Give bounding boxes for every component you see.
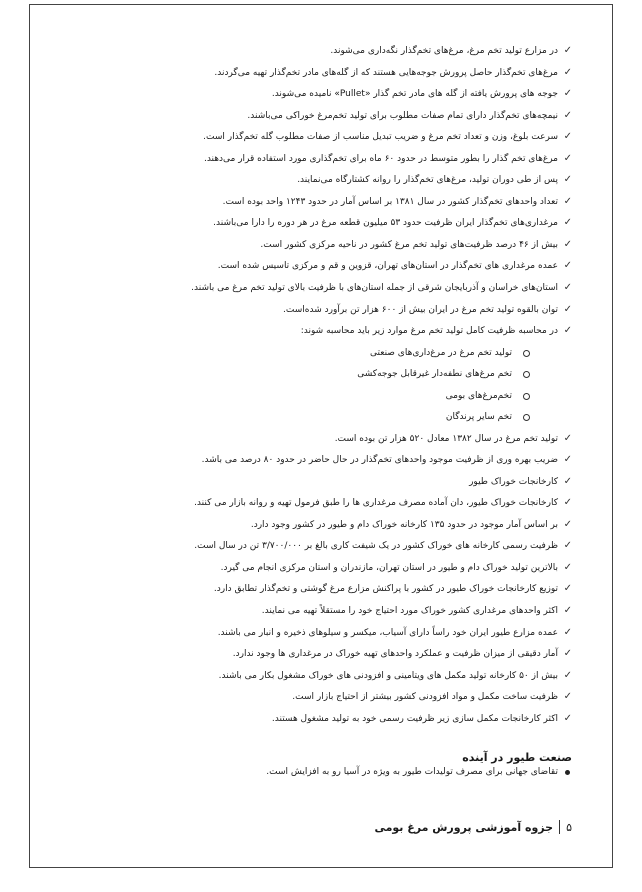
section-heading: صنعت طیور در آینده [462,751,572,765]
checkmark-icon: ✓ [563,648,572,660]
sub-list [55,348,572,434]
sub-list-item: تخم مرغ‌های نطفه‌دار غیرقابل جوجه‌کشی [55,369,572,391]
list-item: ✓ بر اساس آمار موجود در حدود ۱۳۵ کارخانه خوراک دام و طیور در کشور وجود دارد. [250,518,572,530]
circle-bullet-icon [523,393,530,400]
checkmark-icon: ✓ [563,88,572,100]
checkmark-icon: ✓ [563,174,572,186]
list-item: ✓ ظرفیت ساخت مکمل و مواد افزودنی کشور بیشتر از احتیاج بازار است. [292,691,572,703]
checkmark-icon: ✓ [563,497,572,509]
checkmark-icon: ✓ [563,454,572,466]
list-item: ✓ اکثر کارخانجات مکمل سازی زیر ظرفیت رسمی خود به تولید مشغول هستند. [271,712,572,724]
checkmark-icon: ✓ [563,66,572,78]
list-item: ✓ کارخانجات خوراک طیور، دان آماده مصرف مرغداری ها را طبق فرمول تهیه و روانه بازار می کنند. [194,497,572,509]
checkmark-icon: ✓ [563,45,572,56]
checkmark-icon: ✓ [563,518,572,530]
checkmark-icon: ✓ [563,561,572,573]
page-number: ۵ [566,820,572,834]
page-footer [374,820,572,834]
list-item: ✓ تعداد واحدهای تخم‌گذار کشور در سال ۱۳۸۱ بر اساس آمار در حدود ۱۲۴۳ واحد بوده است. [222,195,572,207]
list-item: ✓ عمده مرغداری های تخم‌گذار در استان‌های تهران، قزوین و قم و مرکزی تاسیس شده است. [217,260,572,272]
checkmark-icon: ✓ [563,260,572,272]
checkmark-icon: ✓ [563,475,572,487]
checkmark-icon: ✓ [563,626,572,638]
list-item: ✓ بیش از ۴۶ درصد ظرفیت‌های تولید تخم مرغ کشور در ناحیه مرکزی کشور است. [260,238,572,250]
circle-bullet-icon [523,414,530,421]
checklist-b [55,434,572,736]
list-item: ✓ اکثر واحدهای مرغداری کشور خوراک مورد احتیاج خود را مستقلاً تهیه می نمایند. [261,605,572,617]
list-item: ✓ پس از طی دوران تولید، مرغ‌های تخم‌گذار را روانه کشتارگاه می‌نمایند. [297,174,572,186]
checkmark-icon: ✓ [563,131,572,143]
list-item: ✓ آمار دقیقی از میزان ظرفیت و عملکرد واحدهای تهیه خوراک در مرغداری ها وجود ندارد. [232,648,572,660]
list-item: تقاضای جهانی برای مصرف تولیدات طیور به ویژه در آسیا رو به افزایش است. [55,767,572,787]
footer-divider [559,820,560,834]
list-item: ✓ ضریب بهره وری از ظرفیت موجود واحدهای تخم‌گذار در حال حاضر در حدود ۸۰ درصد می باشد. [201,454,572,466]
checklist-a [55,46,572,348]
checkmark-icon: ✓ [563,583,572,595]
dot-bullet-icon [565,770,570,775]
list-item: ✓ تولید تخم مرغ در سال ۱۳۸۲ معادل ۵۲۰ هزار تن بوده است. [334,432,572,444]
checkmark-icon: ✓ [563,303,572,315]
list-item: ✓ بیش از ۵۰ کارخانه تولید مکمل های ویتامینی و افزودنی های خوراک مشغول بکار می باشند. [218,669,572,681]
list-item: ✓ عمده مزارع طیور ایران خود راساً دارای آسیاب، میکسر و سیلوهای ذخیره و انبار می باشند. [217,626,572,638]
checkmark-icon: ✓ [563,152,572,164]
checkmark-icon: ✓ [563,691,572,703]
checkmark-icon: ✓ [563,195,572,207]
footer-title: جزوه آموزشی پرورش مرغ بومی [374,820,554,834]
list-item: ✓ توان بالقوه تولید تخم مرغ در ایران بیش از ۶۰۰ هزار تن برآورد شده‌است. [283,303,572,315]
checkmark-icon: ✓ [563,109,572,121]
checkmark-icon: ✓ [563,669,572,681]
list-item: ✓ مرغ‌های تخم‌گذار حاصل پرورش جوجه‌هایی هستند که از گله‌های مادر تخم‌گذار تهیه می‌گردند. [214,66,572,78]
checkmark-icon: ✓ [563,238,572,250]
document-body [55,46,572,787]
checkmark-icon: ✓ [563,217,572,229]
list-item: ✓ مرغ‌های تخم گذار را بطور متوسط در حدود ۶۰ ماه برای تخم‌گذاری مورد استفاده قرار می‌دهند. [203,152,572,164]
list-item: ✓ توزیع کارخانجات خوراک طیور در کشور با پراکنش مزارع مرغ گوشتی و تخم‌گذار تطابق دارد. [213,583,572,595]
circle-bullet-icon [523,350,530,357]
checkmark-icon: ✓ [563,605,572,617]
checkmark-icon: ✓ [563,325,572,337]
list-item: ✓ مرغداری‌های تخم‌گذار ایران ظرفیت حدود ۵۳ میلیون قطعه مرغ در هر دوره را دارا می‌باشند. [213,217,572,229]
list-item: ✓ بالاترین تولید خوراک دام و طیور در استان تهران، مازندران و استان مرکزی انجام می گیرد. [220,561,572,573]
list-item: ✓ در محاسبه ظرفیت کامل تولید تخم مرغ موارد زیر باید محاسبه شوند: [300,325,572,337]
checkmark-icon: ✓ [563,432,572,444]
checkmark-icon: ✓ [563,540,572,552]
list-item: ✓ نیمچه‌های تخم‌گذار دارای تمام صفات مطلوب برای تولید تخم‌مرغ خوراکی می‌باشند. [247,109,572,121]
sub-list-item: تخم‌مرغ‌های بومی [55,391,572,413]
list-item: ✓ ظرفیت رسمی کارخانه های خوراک کشور در یک شیفت کاری بالغ بر ۳/۷۰۰/۰۰۰ تن در سال است. [194,540,572,552]
list-item: ✓ سرعت بلوغ، وزن و تعداد تخم مرغ و ضریب تبدیل مناسب از صفات مطلوب گله تخم‌گذار است. [203,131,572,143]
checkmark-icon: ✓ [563,712,572,724]
list-item: ✓ جوجه های پرورش یافته از گله های مادر تخم گذار «Pullet» نامیده می‌شوند. [271,88,572,100]
checkmark-icon: ✓ [563,282,572,294]
circle-bullet-icon [523,371,530,378]
sub-list-item: تولید تخم مرغ در مرغ‌داری‌های صنعتی [55,348,572,370]
list-item: ✓ کارخانجات خوراک طیور [469,475,572,487]
list-item: ✓ استان‌های خراسان و آذربایجان شرقی از جمله استان‌های با ظرفیت بالای تولید تخم مرغ می باشند. [191,282,572,294]
sub-list-item: تخم سایر پرندگان [55,412,572,434]
list-item: ✓ در مزارع تولید تخم مرغ، مرغ‌های تخم‌گذار نگه‌داری می‌شوند. [330,45,572,56]
